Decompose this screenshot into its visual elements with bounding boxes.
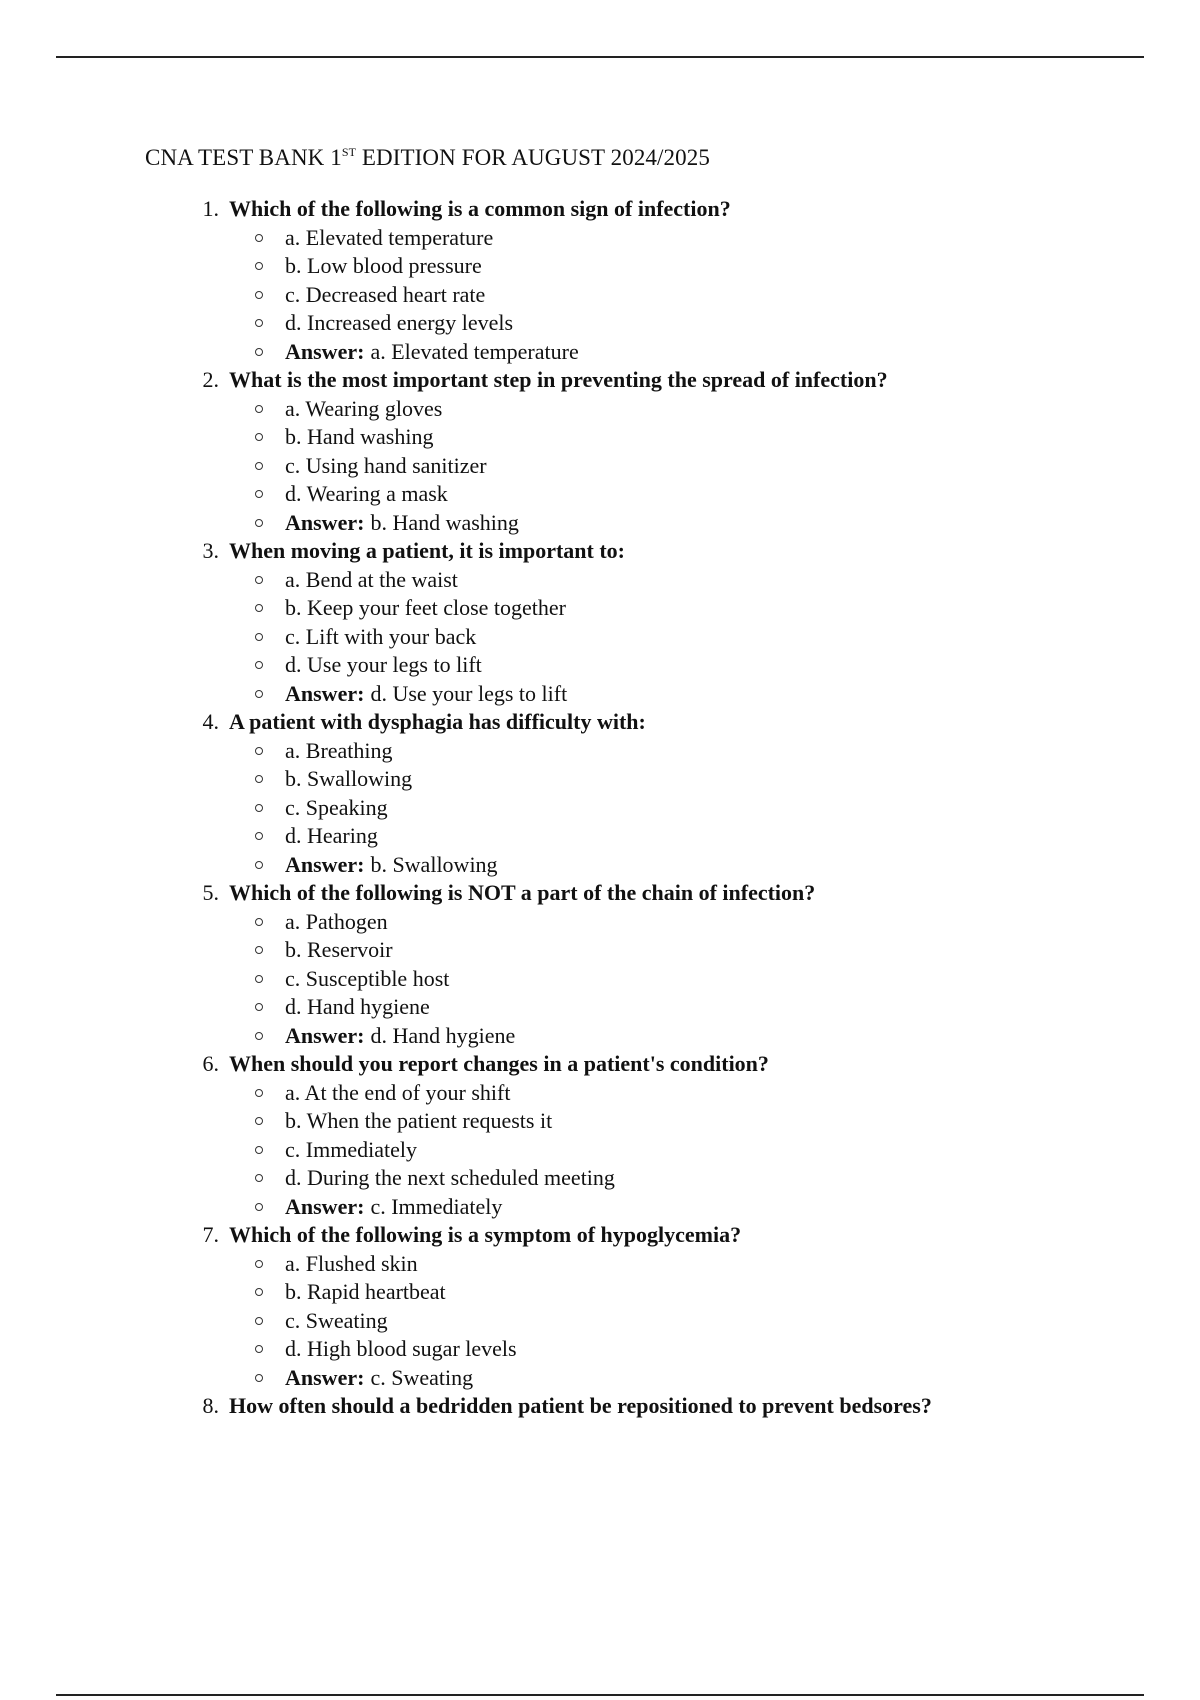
answer-text: c. Sweating — [370, 1364, 474, 1390]
option-item — [145, 936, 1145, 965]
hollow-circle-bullet-icon — [255, 462, 263, 470]
question-number: 4 . — [145, 709, 219, 735]
option-text: a. At the end of your shift — [285, 1079, 511, 1105]
option-list — [145, 395, 1145, 538]
hollow-circle-bullet-icon — [255, 1288, 263, 1296]
hollow-circle-bullet-icon — [255, 633, 263, 641]
question-number: 8 . — [145, 1393, 219, 1419]
answer-label: Answer: — [285, 680, 365, 706]
document-title — [145, 143, 1145, 173]
question-text: Which of the following is NOT a part of the chain of infection? — [229, 880, 816, 906]
hollow-circle-bullet-icon — [255, 604, 263, 612]
answer-item — [145, 1193, 1145, 1222]
answer-label: Answer: — [285, 1022, 365, 1048]
option-item — [145, 1107, 1145, 1136]
answer-item — [145, 509, 1145, 538]
hollow-circle-bullet-icon — [255, 804, 263, 812]
hollow-circle-bullet-icon — [255, 1203, 263, 1211]
option-item — [145, 1335, 1145, 1364]
answer-item — [145, 680, 1145, 709]
question-text: Which of the following is a symptom of hypoglycemia? — [229, 1222, 742, 1248]
question-line — [145, 1221, 1145, 1250]
option-text: d. Increased energy levels — [285, 310, 514, 336]
option-item — [145, 1307, 1145, 1336]
hollow-circle-bullet-icon — [255, 1174, 263, 1182]
option-text: a. Bend at the waist — [285, 566, 458, 592]
question-line — [145, 195, 1145, 224]
option-item — [145, 993, 1145, 1022]
answer-item — [145, 1364, 1145, 1393]
option-text: a. Flushed skin — [285, 1250, 418, 1276]
option-item — [145, 1079, 1145, 1108]
option-item — [145, 566, 1145, 595]
option-item — [145, 1278, 1145, 1307]
hollow-circle-bullet-icon — [255, 661, 263, 669]
hollow-circle-bullet-icon — [255, 1260, 263, 1268]
option-list — [145, 566, 1145, 709]
hollow-circle-bullet-icon — [255, 690, 263, 698]
option-text: c. Using hand sanitizer — [285, 452, 487, 478]
option-item — [145, 965, 1145, 994]
option-text: c. Susceptible host — [285, 965, 450, 991]
question-number: 5 . — [145, 880, 219, 906]
option-list — [145, 1079, 1145, 1222]
question-item — [145, 366, 1145, 537]
question-text: A patient with dysphagia has difficulty with: — [229, 709, 646, 735]
answer-text: d. Hand hygiene — [370, 1022, 516, 1048]
question-item — [145, 537, 1145, 708]
option-text: b. Keep your feet close together — [285, 595, 566, 621]
hollow-circle-bullet-icon — [255, 775, 263, 783]
option-text: d. Hearing — [285, 823, 378, 849]
answer-label: Answer: — [285, 851, 365, 877]
option-item — [145, 594, 1145, 623]
question-item — [145, 1050, 1145, 1221]
answer-text: d. Use your legs to lift — [370, 680, 568, 706]
question-text: What is the most important step in preventing the spread of infection? — [229, 367, 888, 393]
option-text: d. Use your legs to lift — [285, 652, 482, 678]
option-item — [145, 252, 1145, 281]
option-item — [145, 1136, 1145, 1165]
option-text: a. Pathogen — [285, 908, 388, 934]
answer-text: b. Swallowing — [370, 851, 498, 877]
option-list — [145, 1250, 1145, 1393]
answer-text: c. Immediately — [370, 1193, 503, 1219]
hollow-circle-bullet-icon — [255, 433, 263, 441]
question-line — [145, 879, 1145, 908]
hollow-circle-bullet-icon — [255, 918, 263, 926]
bottom-rule — [56, 1694, 1144, 1696]
hollow-circle-bullet-icon — [255, 1146, 263, 1154]
option-item — [145, 452, 1145, 481]
option-item — [145, 224, 1145, 253]
question-text: How often should a bedridden patient be repositioned to prevent bedsores? — [229, 1393, 932, 1419]
answer-item — [145, 338, 1145, 367]
option-item — [145, 794, 1145, 823]
option-item — [145, 908, 1145, 937]
top-rule — [56, 56, 1144, 58]
question-number: 2 . — [145, 367, 219, 393]
hollow-circle-bullet-icon — [255, 1117, 263, 1125]
document-body — [145, 143, 1145, 1421]
hollow-circle-bullet-icon — [255, 234, 263, 242]
question-item — [145, 1221, 1145, 1392]
option-text: b. When the patient requests it — [285, 1108, 553, 1134]
question-line — [145, 1392, 1145, 1421]
option-item — [145, 395, 1145, 424]
answer-item — [145, 851, 1145, 880]
hollow-circle-bullet-icon — [255, 405, 263, 413]
answer-label: Answer: — [285, 1193, 365, 1219]
hollow-circle-bullet-icon — [255, 576, 263, 584]
question-item — [145, 195, 1145, 366]
hollow-circle-bullet-icon — [255, 519, 263, 527]
question-item — [145, 708, 1145, 879]
option-text: a. Wearing gloves — [285, 395, 443, 421]
option-item — [145, 623, 1145, 652]
hollow-circle-bullet-icon — [255, 262, 263, 270]
hollow-circle-bullet-icon — [255, 1032, 263, 1040]
hollow-circle-bullet-icon — [255, 946, 263, 954]
option-item — [145, 423, 1145, 452]
option-text: c. Speaking — [285, 794, 388, 820]
question-item — [145, 879, 1145, 1050]
title-superscript: ST — [341, 145, 357, 159]
option-text: d. During the next scheduled meeting — [285, 1165, 615, 1191]
hollow-circle-bullet-icon — [255, 747, 263, 755]
option-text: d. Wearing a mask — [285, 481, 448, 507]
option-text: a. Elevated temperature — [285, 224, 494, 250]
option-item — [145, 651, 1145, 680]
option-text: d. Hand hygiene — [285, 994, 430, 1020]
question-number: 1 . — [145, 196, 219, 222]
hollow-circle-bullet-icon — [255, 1003, 263, 1011]
option-item — [145, 1164, 1145, 1193]
question-line — [145, 1050, 1145, 1079]
hollow-circle-bullet-icon — [255, 1317, 263, 1325]
hollow-circle-bullet-icon — [255, 1089, 263, 1097]
title-suffix: EDITION FOR AUGUST 2024/2025 — [356, 145, 710, 170]
option-list — [145, 908, 1145, 1051]
question-line — [145, 366, 1145, 395]
option-item — [145, 737, 1145, 766]
question-item — [145, 1392, 1145, 1421]
option-text: c. Sweating — [285, 1307, 388, 1333]
hollow-circle-bullet-icon — [255, 291, 263, 299]
question-list — [145, 195, 1145, 1421]
answer-text: b. Hand washing — [370, 509, 519, 535]
hollow-circle-bullet-icon — [255, 490, 263, 498]
answer-label: Answer: — [285, 338, 365, 364]
option-item — [145, 1250, 1145, 1279]
option-text: b. Rapid heartbeat — [285, 1279, 446, 1305]
hollow-circle-bullet-icon — [255, 348, 263, 356]
option-item — [145, 309, 1145, 338]
hollow-circle-bullet-icon — [255, 832, 263, 840]
answer-text: a. Elevated temperature — [370, 338, 579, 364]
question-text: When moving a patient, it is important to: — [229, 538, 625, 564]
option-text: b. Hand washing — [285, 424, 434, 450]
answer-item — [145, 1022, 1145, 1051]
option-list — [145, 737, 1145, 880]
option-text: b. Low blood pressure — [285, 253, 482, 279]
option-text: b. Reservoir — [285, 937, 393, 963]
option-item — [145, 765, 1145, 794]
hollow-circle-bullet-icon — [255, 975, 263, 983]
question-text: When should you report changes in a patient's condition? — [229, 1051, 769, 1077]
question-text: Which of the following is a common sign of infection? — [229, 196, 731, 222]
option-item — [145, 822, 1145, 851]
option-text: c. Lift with your back — [285, 623, 477, 649]
option-text: c. Immediately — [285, 1136, 417, 1162]
question-line — [145, 537, 1145, 566]
option-text: c. Decreased heart rate — [285, 281, 486, 307]
question-line — [145, 708, 1145, 737]
hollow-circle-bullet-icon — [255, 319, 263, 327]
option-text: a. Breathing — [285, 737, 393, 763]
question-number: 7 . — [145, 1222, 219, 1248]
option-text: b. Swallowing — [285, 766, 413, 792]
option-item — [145, 480, 1145, 509]
hollow-circle-bullet-icon — [255, 1345, 263, 1353]
question-number: 6 . — [145, 1051, 219, 1077]
hollow-circle-bullet-icon — [255, 861, 263, 869]
answer-label: Answer: — [285, 1364, 365, 1390]
question-number: 3 . — [145, 538, 219, 564]
answer-label: Answer: — [285, 509, 365, 535]
option-text: d. High blood sugar levels — [285, 1336, 517, 1362]
title-prefix: CNA TEST BANK 1 — [145, 145, 342, 170]
option-item — [145, 281, 1145, 310]
option-list — [145, 224, 1145, 367]
hollow-circle-bullet-icon — [255, 1374, 263, 1382]
